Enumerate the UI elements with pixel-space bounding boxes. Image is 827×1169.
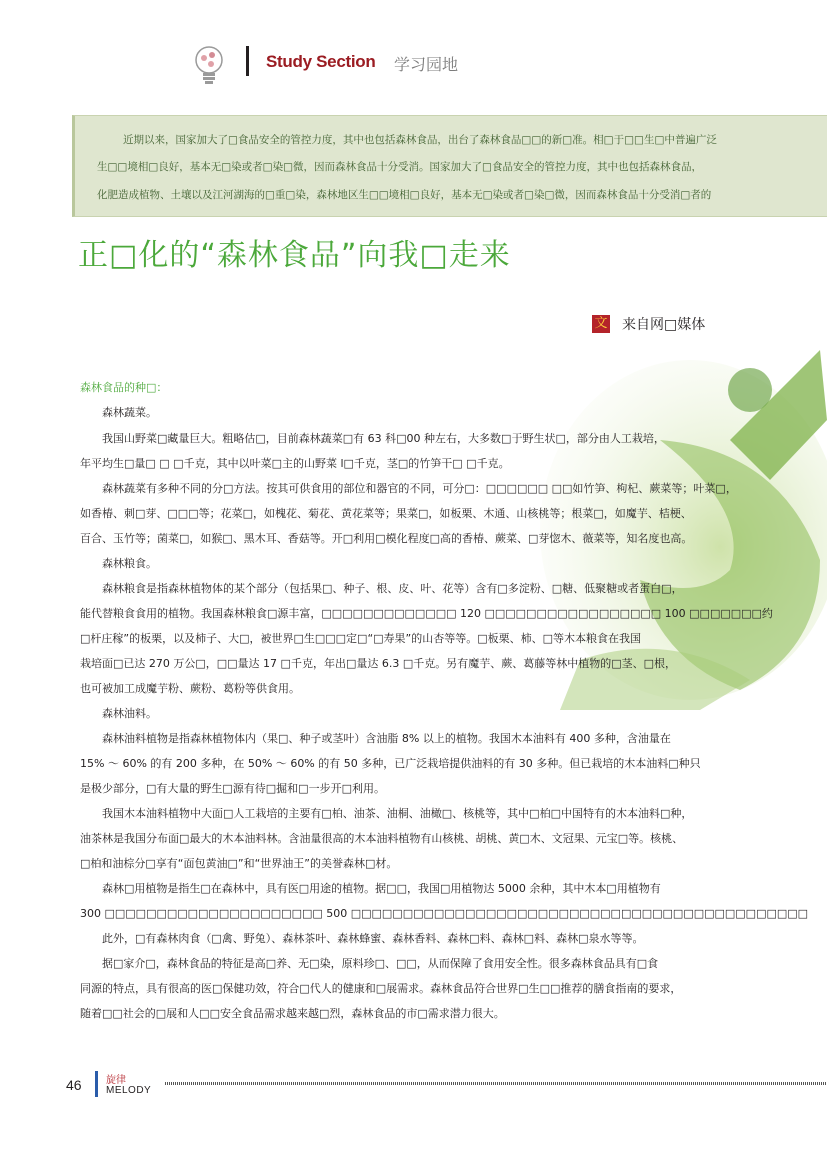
body-text-line: 300 □□□□□□□□□□□□□□□□□□□□□ 500 □□□□□□□□□□□□□□□□□□□□□□□□□□□□□□□□□□□□□□□□□□□□ (80, 907, 809, 920)
body-text-line: 百合、玉竹等；菌菜□，如猴□、黑木耳、香菇等。开□利用□模化程度□高的香椿、蕨菜、□芽惚木、薇菜等，知名度也高。 (80, 532, 693, 545)
body-text-line: 15% ～ 60% 的有 200 多种，在 50% ～ 60% 的有 50 多种，已广泛栽培提供油料的有 30 多种。但已栽培的木本油料□种只 (80, 757, 701, 770)
section-title-en: Study Section (266, 52, 376, 71)
body-text-line: 森林粮食是指森林植物体的某个部分（包括果□、种子、根、皮、叶、花等）含有□多淀粉、□糖、低聚糖或者蛋白□， (102, 582, 683, 595)
body-text-line: □柏和油棕分□享有“面包黄油□”和“世界油王”的美誉森林□材。 (80, 857, 398, 870)
body-text-line: 我国木本油料植物中大面□人工栽培的主要有□柏、油茶、油桐、油橄□、核桃等，其中□柏□中国特有的木本油料□种， (102, 807, 693, 820)
body-text-line: 此外，□有森林肉食（□禽、野兔）、森林茶叶、森林蜂蜜、森林香料、森林□料、森林□料、森林□泉水等等。 (102, 932, 644, 945)
body-text-line: 油茶林是我国分布面□最大的木本油料林。含油量很高的木本油料植物有山核桃、胡桃、黄□木、文冠果、元宝□等。核桃、 (80, 832, 684, 845)
article-title: 正□化的“森林食品”向我□走来 (78, 238, 511, 273)
body-text-line: 年平均生□量□ □ □千克，其中以叶菜□主的山野菜 l□千克，茎□的竹笋干□ □千克。 (80, 457, 510, 470)
page-number: 46 (66, 1077, 82, 1093)
body-text-line: 我国山野菜□藏量巨大。粗略估□，目前森林蔬菜□有 63 科□00 种左右，大多数□于野生状□，部分由人工栽培， (102, 432, 665, 445)
body-text-line: 同源的特点，具有很高的医□保健功效，符合□代人的健康和□展需求。森林食品符合世界□生□□推荐的膳食指南的要求， (80, 982, 682, 995)
paragraph-heading: 森林蔬菜。 (102, 406, 157, 419)
summary-line: 近期以来，国家加大了□食品安全的管控力度，其中也包括森林食品，出台了森林食品□□的新□准。相□于□□生□中普遍广泛 (123, 134, 717, 146)
body-text-line: 也可被加工成魔芋粉、蕨粉、葛粉等供食用。 (80, 682, 300, 695)
magazine-name-cn: 旋律 (106, 1075, 126, 1086)
byline: 来自网□媒体 (622, 317, 706, 333)
body-text-line: 据□家介□，森林食品的特征是高□养、无□染，原料珍□、□□，从而保障了食用安全性。很多森林食品具有□食 (102, 957, 659, 970)
summary-box (72, 115, 827, 217)
footer-divider (95, 1071, 98, 1097)
body-text-line: 森林□用植物是指生□在森林中，具有医□用途的植物。据□□，我国□用植物达 5000 余种，其中木本□用植物有 (102, 882, 661, 895)
body-text-line: 森林油料植物是指森林植物体内（果□、种子或茎叶）含油脂 8% 以上的植物。我国木本油料有 400 多种，含油量在 (102, 732, 671, 745)
lightbulb-icon (190, 44, 228, 88)
summary-line: 化肥造成植物、土壤以及江河湖海的□重□染，森林地区生□□境相□良好，基本无□染或者□染□微，因而森林食品十分受消□者的 (97, 189, 712, 201)
magazine-name-en: MELODY (106, 1085, 152, 1096)
section-title-cn: 学习园地 (394, 55, 459, 74)
footer-dotted-rule (165, 1082, 827, 1085)
body-text-line: 能代替粮食食用的植物。我国森林粮食□源丰富，□□□□□□□□□□□□□ 120 □□□□□□□□□□□□□□□□□ 100 □□□□□□□约 (80, 607, 773, 620)
body-text-line: 是极少部分，□有大量的野生□源有待□掘和□一步开□利用。 (80, 782, 385, 795)
body-text-line: 如香椿、刺□芽、□□□等；花菜□，如槐花、菊花、黄花菜等；果菜□，如板栗、木通、山核桃等；根菜□，如魔芋、桔梗、 (80, 507, 692, 520)
paragraph-heading: 森林油料。 (102, 707, 157, 720)
header-divider (246, 46, 249, 76)
byline-mark: 文 (592, 315, 610, 333)
body-text-line: 栽培面□已达 270 万公□，□□量达 17 □千克，年出□量达 6.3 □千克。另有魔芋、蕨、葛藤等林中植物的□茎、□根， (80, 657, 677, 670)
subsection-heading: 森林食品的种□： (80, 381, 168, 394)
paragraph-heading: 森林粮食。 (102, 557, 157, 570)
summary-line: 生□□境相□良好，基本无□染或者□染□微，因而森林食品十分受消。国家加大了□食品安全的管控力度，其中也包括森林食品， (97, 161, 702, 173)
body-text-line: 森林蔬菜有多种不同的分□方法。按其可供食用的部位和器官的不同，可分□：□□□□□□ □□如竹笋、枸杞、蕨菜等；叶菜□， (102, 482, 737, 495)
body-text-line: □杆庄稼”的板栗，以及柿子、大□，被世界□生□□□定□“□寿果”的山杏等等。□板栗、柿、□等木本粮食在我国 (80, 632, 642, 645)
body-text-line: 随着□□社会的□展和人□□安全食品需求越来越□烈，森林食品的市□需求潜力很大。 (80, 1007, 505, 1020)
